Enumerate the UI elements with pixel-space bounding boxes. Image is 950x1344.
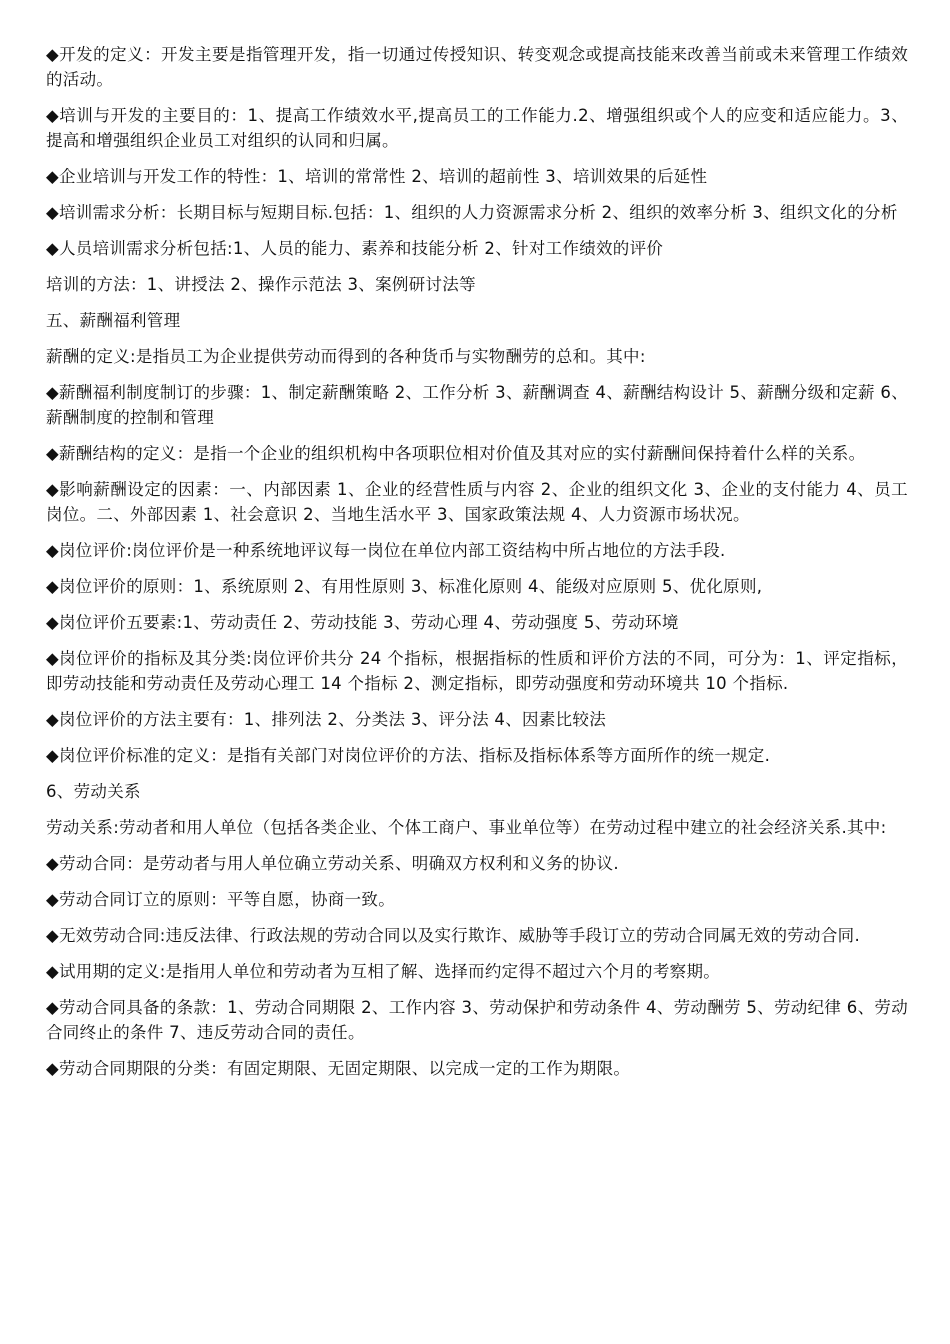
- paragraph-compensation-steps: ◆薪酬福利制度制订的步骤：1、制定薪酬策略 2、工作分析 3、薪酬调查 4、薪酬结构设计 5、薪酬分级和定薪 6、薪酬制度的控制和管理: [46, 383, 908, 427]
- paragraph-probation-period: ◆试用期的定义:是指用人单位和劳动者为互相了解、选择而约定得不超过六个月的考察期。: [46, 962, 721, 981]
- paragraph-job-evaluation: ◆岗位评价:岗位评价是一种系统地评议每一岗位在单位内部工资结构中所占地位的方法手段.: [46, 541, 726, 560]
- paragraph-personnel-needs-analysis: ◆人员培训需求分析包括:1、人员的能力、素养和技能分析 2、针对工作绩效的评价: [46, 239, 664, 258]
- paragraph-development-definition: ◆开发的定义：开发主要是指管理开发，指一切通过传授知识、转变观念或提高技能来改善当前或未来管理工作绩效的活动。: [46, 45, 908, 89]
- paragraph-contract-term-types: ◆劳动合同期限的分类：有固定期限、无固定期限、以完成一定的工作为期限。: [46, 1059, 631, 1078]
- paragraph-labor-contract: ◆劳动合同：是劳动者与用人单位确立劳动关系、明确双方权利和义务的协议.: [46, 854, 619, 873]
- paragraph-compensation-definition: 薪酬的定义:是指员工为企业提供劳动而得到的各种货币与实物酬劳的总和。其中:: [46, 347, 646, 366]
- paragraph-invalid-contract: ◆无效劳动合同:违反法律、行政法规的劳动合同以及实行欺诈、威胁等手段订立的劳动合同属无效的劳动合同.: [46, 926, 860, 945]
- section-heading-labor-relations: 6、劳动关系: [46, 782, 141, 801]
- paragraph-training-needs-analysis: ◆培训需求分析：长期目标与短期目标.包括：1、组织的人力资源需求分析 2、组织的效率分析 3、组织文化的分析: [46, 203, 898, 222]
- paragraph-training-methods: 培训的方法：1、讲授法 2、操作示范法 3、案例研讨法等: [46, 275, 476, 294]
- paragraph-job-evaluation-standard: ◆岗位评价标准的定义：是指有关部门对岗位评价的方法、指标及指标体系等方面所作的统一规定.: [46, 746, 771, 765]
- paragraph-contract-principles: ◆劳动合同订立的原则：平等自愿，协商一致。: [46, 890, 395, 909]
- paragraph-compensation-structure: ◆薪酬结构的定义：是指一个企业的组织机构中各项职位相对价值及其对应的实付薪酬间保持着什么样的关系。: [46, 444, 866, 463]
- paragraph-labor-relations-definition: 劳动关系:劳动者和用人单位（包括各类企业、个体工商户、事业单位等）在劳动过程中建立的社会经济关系.其中:: [46, 818, 887, 837]
- document-page: [46, 42, 908, 1092]
- paragraph-job-evaluation-indicators: ◆岗位评价的指标及其分类:岗位评价共分 24 个指标，根据指标的性质和评价方法的不同，可分为：1、评定指标，即劳动技能和劳动责任及劳动心理工 14 个指标 2、测定指标，即劳动强度和劳动环境共 10 个指标.: [46, 649, 908, 693]
- paragraph-compensation-factors: ◆影响薪酬设定的因素：一、内部因素 1、企业的经营性质与内容 2、企业的组织文化 3、企业的支付能力 4、员工岗位。二、外部因素 1、社会意识 2、当地生活水平 3、国家政策法规 4、人力资源市场状况。: [46, 480, 908, 524]
- paragraph-contract-clauses: ◆劳动合同具备的条款：1、劳动合同期限 2、工作内容 3、劳动保护和劳动条件 4、劳动酬劳 5、劳动纪律 6、劳动合同终止的条件 7、违反劳动合同的责任。: [46, 998, 908, 1042]
- paragraph-job-evaluation-methods: ◆岗位评价的方法主要有：1、排列法 2、分类法 3、评分法 4、因素比较法: [46, 710, 607, 729]
- paragraph-training-purpose: ◆培训与开发的主要目的：1、提高工作绩效水平,提高员工的工作能力.2、增强组织或个人的应变和适应能力。3、提高和增强组织企业员工对组织的认同和归属。: [46, 106, 908, 150]
- paragraph-job-evaluation-principles: ◆岗位评价的原则：1、系统原则 2、有用性原则 3、标准化原则 4、能级对应原则 5、优化原则,: [46, 577, 763, 596]
- paragraph-job-evaluation-elements: ◆岗位评价五要素:1、劳动责任 2、劳动技能 3、劳动心理 4、劳动强度 5、劳动环境: [46, 613, 679, 632]
- paragraph-training-characteristics: ◆企业培训与开发工作的特性：1、培训的常常性 2、培训的超前性 3、培训效果的后延性: [46, 167, 708, 186]
- section-heading-compensation: 五、薪酬福利管理: [46, 311, 181, 330]
